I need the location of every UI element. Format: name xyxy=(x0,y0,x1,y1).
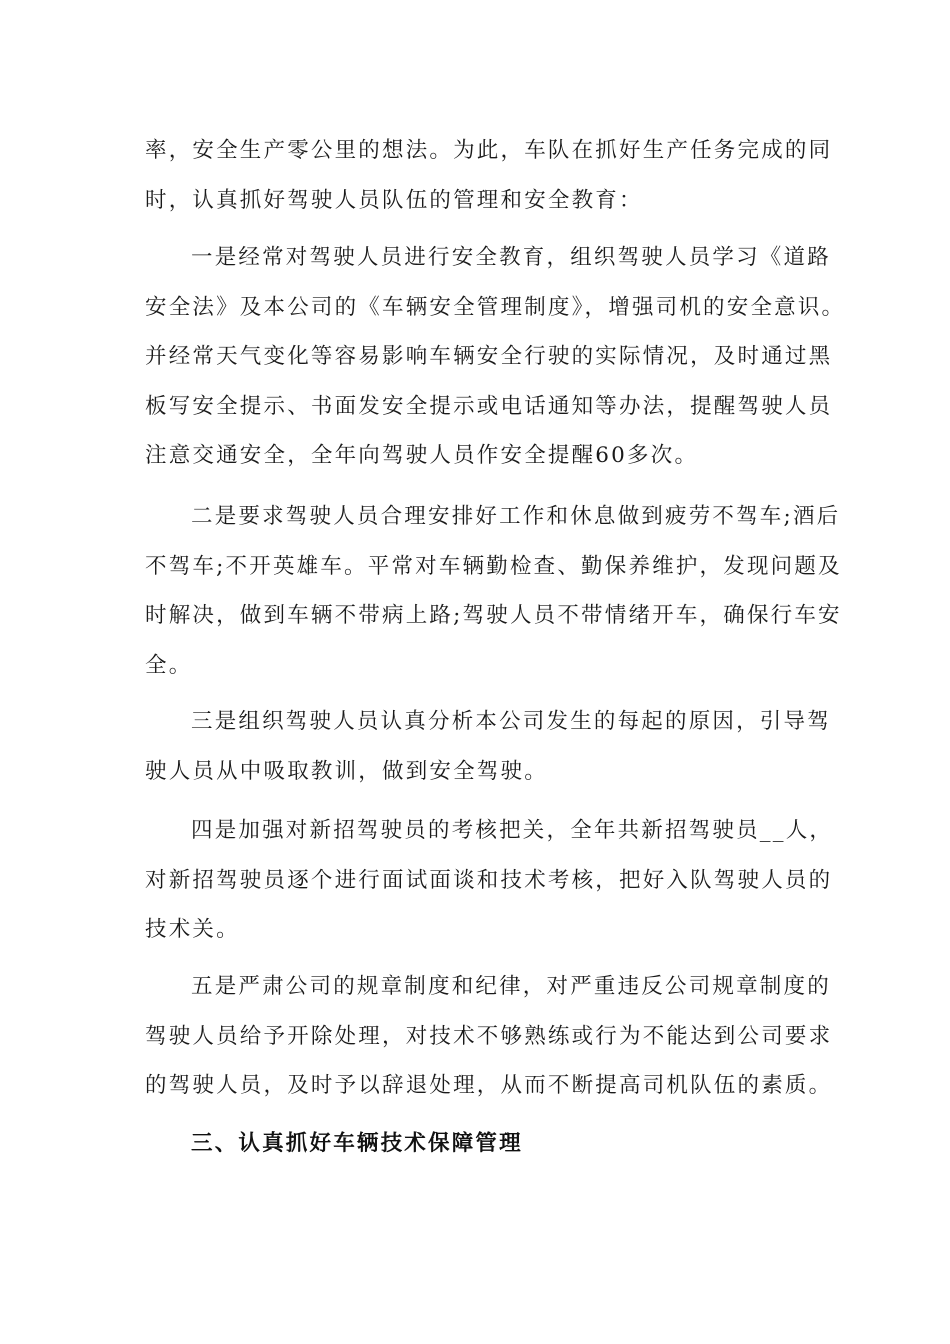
section-heading: 三、认真抓好车辆技术保障管理 xyxy=(191,1131,523,1156)
text-line: 的驾驶人员，及时予以辞退处理，从而不断提高司机队伍的素质。 xyxy=(145,1073,833,1098)
text-line: 板写安全提示、书面发安全提示或电话通知等办法，提醒驾驶人员 xyxy=(145,393,833,419)
text-line: 不驾车;不开英雄车。平常对车辆勤检查、勤保养维护，发现问题及 xyxy=(145,553,842,579)
text-line: 一是经常对驾驶人员进行安全教育，组织驾驶人员学习《道路 xyxy=(191,245,831,270)
text-line: 并经常天气变化等容易影响车辆安全行驶的实际情况，及时通过黑 xyxy=(145,344,833,369)
paragraph-continuation xyxy=(145,126,833,225)
text-line: 驾驶人员给予开除处理，对技术不够熟练或行为不能达到公司要求 xyxy=(145,1023,833,1049)
text-line: 驶人员从中吸取教训，做到安全驾驶。 xyxy=(145,758,548,784)
text-line: 二是要求驾驶人员合理安排好工作和休息做到疲劳不驾车;酒后 xyxy=(191,504,841,529)
text-line: 对新招驾驶员逐个进行面试面谈和技术考核，把好入队驾驶人员的 xyxy=(145,867,833,893)
text-line: 时解决，做到车辆不带病上路;驾驶人员不带情绪开车，确保行车安 xyxy=(145,603,842,628)
text-line: 全。 xyxy=(145,652,193,678)
text-line: 四是加强对新招驾驶员的考核把关，全年共新招驾驶员__人， xyxy=(191,818,834,843)
text-line: 时，认真抓好驾驶人员队伍的管理和安全教育： xyxy=(145,187,643,213)
text-line: 五是严肃公司的规章制度和纪律，对严重违反公司规章制度的 xyxy=(191,974,831,999)
text-line: 注意交通安全，全年向驾驶人员作安全提醒60多次。 xyxy=(145,443,699,468)
text-line: 率，安全生产零公里的想法。为此，车队在抓好生产任务完成的同 xyxy=(145,138,833,163)
paragraph-safety-education xyxy=(145,233,846,481)
paragraph-accident-analysis xyxy=(145,697,831,796)
paragraph-rest-and-maintenance xyxy=(145,492,842,690)
paragraph-new-driver-assessment xyxy=(145,806,834,955)
paragraph-rules-and-discipline xyxy=(145,962,833,1111)
text-line: 技术关。 xyxy=(145,917,240,942)
text-line: 三是组织驾驶人员认真分析本公司发生的每起的原因，引导驾 xyxy=(191,709,831,734)
text-line: 安全法》及本公司的《车辆安全管理制度》，增强司机的安全意识。 xyxy=(145,294,846,320)
